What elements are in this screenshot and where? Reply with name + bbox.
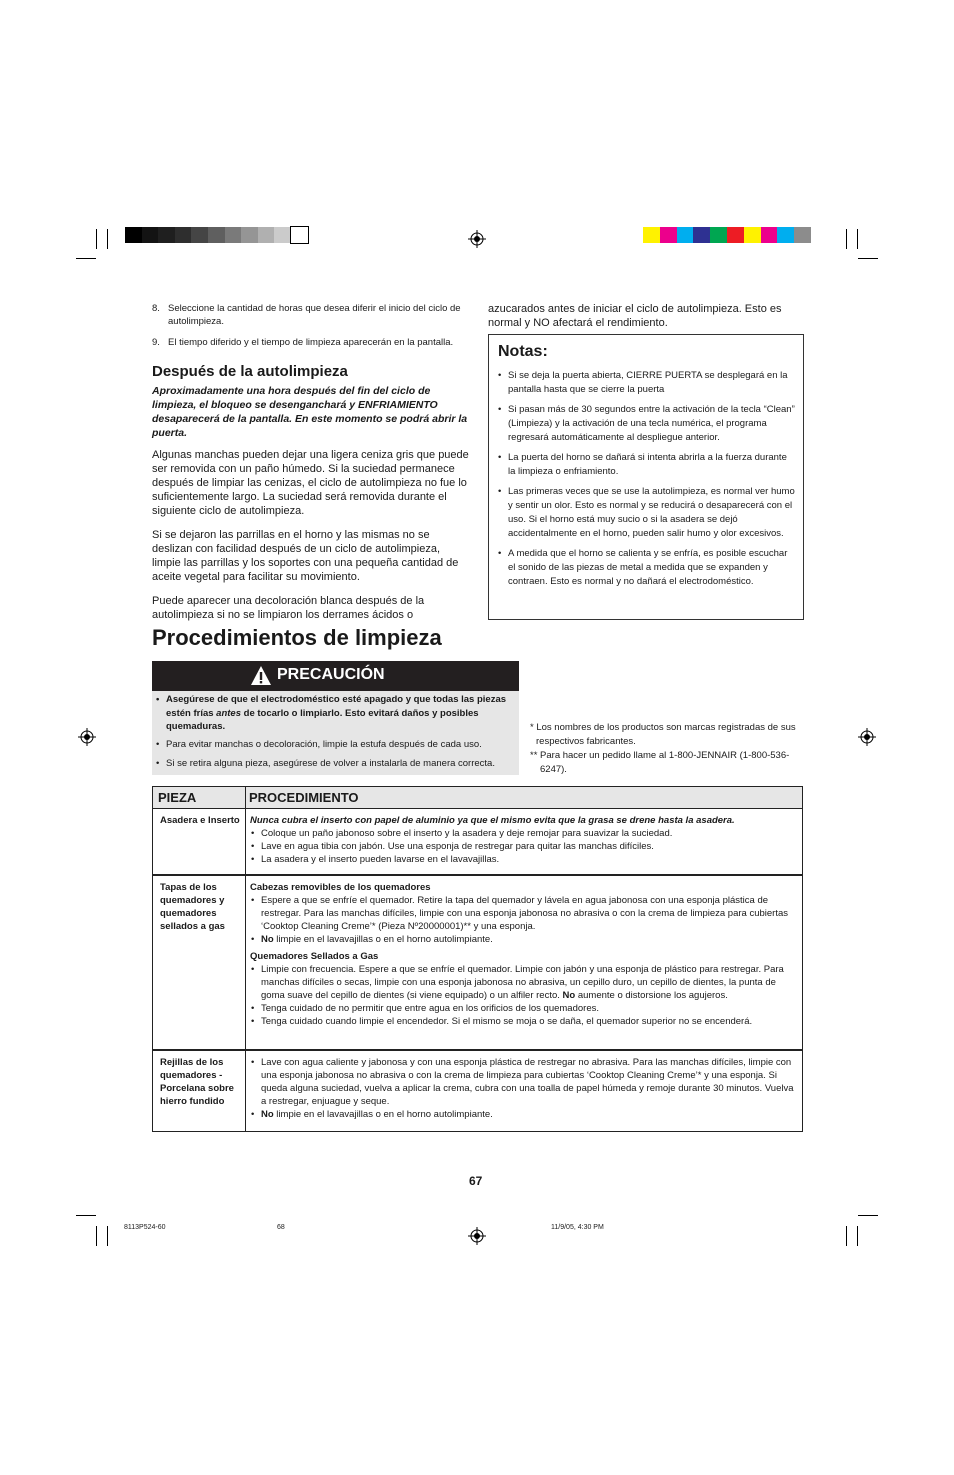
registration-target-icon	[78, 728, 96, 746]
list-item: • La puerta del horno se dañará si intenta abrirla a la fuerza durante la limpieza o enfriamiento.	[498, 451, 795, 479]
list-item	[152, 336, 470, 349]
list-item	[152, 302, 470, 328]
crop-mark	[96, 1226, 97, 1246]
color-swatch	[175, 227, 192, 243]
table-header	[153, 787, 802, 809]
footnotes	[530, 721, 805, 777]
crop-mark	[858, 258, 878, 259]
caution-body	[152, 691, 519, 775]
page-title: Procedimientos de limpieza	[152, 625, 442, 650]
subheading: Cabezas removibles de los quemadores	[250, 882, 431, 893]
list-item: • Tenga cuidado de no permitir que entre agua en los orificios de los quemadores.	[250, 1002, 798, 1015]
color-swatch	[744, 227, 761, 243]
color-swatch	[274, 227, 291, 243]
left-column	[152, 302, 470, 632]
color-swatch	[794, 227, 811, 243]
paragraph-continued: azucarados antes de iniciar el ciclo de autolimpieza. Esto es normal y NO afectará el rendimiento.	[488, 303, 782, 329]
list-item	[250, 933, 798, 946]
row-divider	[153, 1049, 802, 1051]
crop-mark	[858, 1215, 878, 1216]
color-swatch	[142, 227, 159, 243]
color-swatch	[125, 227, 142, 243]
color-swatch	[208, 227, 225, 243]
emphasis: No	[261, 934, 274, 945]
caution-text: Asegúrese de que el electrodoméstico esté apagado y que todas las piezas estén frías	[166, 694, 507, 719]
list-item: • Lave en agua tibia con jabón. Use una esponja de restregar para quitar las manchas difíciles.	[250, 840, 798, 853]
table-cell-procedure	[250, 814, 798, 866]
list-item: • Si se deja la puerta abierta, CIERRE PUERTA se desplegará en la pantalla hasta que se cierre la puerta	[498, 369, 795, 397]
table-cell-piece: Tapas de los quemadores y quemadores sellados a gas	[160, 882, 225, 932]
list-item: • Si se retira alguna pieza, asegúrese de volver a instalarla de manera correcta.	[152, 757, 519, 771]
notes-title: Notas:	[498, 343, 548, 360]
warning-triangle-icon	[250, 665, 272, 686]
footnote: ** Para hacer un pedido llame al 1-800-JENNAIR (1-800-536-6247).	[530, 750, 790, 775]
list-item: • Para evitar manchas o decoloración, limpie la estufa después de cada uso.	[152, 738, 519, 752]
crop-mark	[857, 1226, 858, 1246]
notes-box	[488, 334, 804, 620]
emphasis: No	[261, 1109, 274, 1120]
color-swatch	[677, 227, 694, 243]
footnote: * Los nombres de los productos son marcas registradas de sus respectivos fabricantes.	[530, 722, 796, 747]
table-cell-procedure	[250, 1056, 798, 1121]
item-text: limpie en el lavavajillas o en el horno autolimpiante.	[273, 934, 493, 945]
table-cell-procedure	[250, 881, 798, 1028]
registration-target-icon	[468, 230, 486, 248]
color-swatch	[761, 227, 778, 243]
list-item	[250, 1108, 798, 1121]
item-text: Limpie con frecuencia. Espere a que se enfríe el quemador. Limpie con jabón y una esponja de plástico para restregar. Para manchas difíciles o secas, limpie con una esponja jabonosa no abrasiva, un cepillo duro, un cepillo de dientes, la punta de goma suave del cepillo de dientes (si viene equipado) o un alfiler recto.	[261, 964, 784, 1001]
column-header: PROCEDIMIENTO	[249, 790, 359, 805]
color-swatch	[643, 227, 660, 243]
step-text: Seleccione la cantidad de horas que desea diferir el inicio del ciclo de autolimpieza.	[168, 303, 461, 327]
slug-page: 68	[277, 1224, 285, 1231]
color-swatch	[158, 227, 175, 243]
color-swatch	[710, 227, 727, 243]
paragraph: Algunas manchas pueden dejar una ligera ceniza gris que puede ser removida con un paño húmedo. Si la suciedad permanece después de limpiar las cenizas, el ciclo de autolimpieza no fue lo suficientemente largo. La suciedad será removida durante el siguiente ciclo de autolimpieza.	[152, 449, 469, 517]
color-swatch	[693, 227, 710, 243]
column-header: PIEZA	[158, 790, 197, 805]
caution-label: PRECAUCIÓN	[277, 666, 385, 683]
color-swatch	[727, 227, 744, 243]
notes-list	[489, 369, 803, 589]
list-item: • Lave con agua caliente y jabonosa y con una esponja plástica de restregar no abrasiva. Para las manchas difíciles, limpie con una esponja jabonosa no abrasiva o con la crema de limpieza para cubiertas ‘Cooktop Cleaning Creme’* y una esponja. Si queda alguna suciedad, vuelva a aplicar la crema, cubra con una toalla de papel húmeda y remoje durante 30 minutos. Vuelva a restregar, enjuague y seque.	[250, 1056, 798, 1108]
crop-mark	[857, 229, 858, 249]
color-swatch	[258, 227, 275, 243]
cleaning-table	[152, 786, 803, 1132]
crop-mark	[846, 229, 847, 249]
crop-mark	[76, 258, 96, 259]
registration-target-icon	[858, 728, 876, 746]
emphasis: No	[562, 990, 576, 1001]
slug-timestamp: 11/9/05, 4:30 PM	[551, 1224, 604, 1231]
color-swatch	[291, 227, 308, 243]
list-item: • La asadera y el inserto pueden lavarse en el lavavajillas.	[250, 853, 798, 866]
table-cell-piece: Rejillas de los quemadores - Porcelana sobre hierro fundido	[160, 1057, 234, 1107]
caution-header	[152, 661, 519, 691]
paragraph: Si se dejaron las parrillas en el horno y las mismas no se deslizan con facilidad después de un ciclo de autolimpieza, limpie las parrillas y los soportes con una pequeña cantidad de aceite vegetal para facilitar su movimiento.	[152, 529, 459, 583]
caution-text: de tocarlo o limpiarlo. Esto evitará daños y posibles quemaduras.	[166, 707, 479, 732]
slug-filename: 8113P524-60	[124, 1224, 166, 1231]
list-item: • Espere a que se enfríe el quemador. Retire la tapa del quemador y lávela en agua jabonosa con una esponja plástica de restregar. Para las manchas difíciles, limpie con una esponja jabonosa no abrasiva o con la crema de limpieza para cubiertas ‘Cooktop Cleaning Creme’* (Pieza Nº20000001)** y una esponja.	[250, 894, 798, 933]
list-item: • Coloque un paño jabonoso sobre el inserto y la asadera y deje remojar para suavizar la suciedad.	[250, 827, 798, 840]
caution-emphasis: antes	[216, 707, 241, 719]
table-cell-piece: Asadera e Inserto	[160, 815, 240, 826]
steps-list	[152, 302, 470, 349]
list-item	[152, 693, 519, 734]
step-text: El tiempo diferido y el tiempo de limpieza aparecerán en la pantalla.	[168, 337, 454, 348]
row-divider	[153, 874, 802, 876]
page-number: 67	[469, 1174, 483, 1188]
section-heading: Después de la autolimpieza	[152, 363, 348, 380]
color-swatch	[241, 227, 258, 243]
step-number: 9.	[152, 337, 160, 348]
list-item: • Si pasan más de 30 segundos entre la activación de la tecla “Clean” (Limpieza) y la activación de una tecla numérica, el programa regresará automáticamente al despliegue anterior.	[498, 403, 795, 445]
registration-target-icon	[468, 1227, 486, 1245]
crop-mark	[107, 229, 108, 249]
color-swatch	[191, 227, 208, 243]
item-text: limpie en el lavavajillas o en el horno autolimpiante.	[273, 1109, 493, 1120]
column-divider	[245, 787, 246, 1131]
crop-mark	[96, 229, 97, 249]
paragraph: Puede aparecer una decoloración blanca después de la autolimpieza si no se limpiaron los derrames ácidos o	[152, 595, 425, 621]
crop-mark	[76, 1215, 96, 1216]
intro-paragraph: Aproximadamente una hora después del fin del ciclo de limpieza, el bloqueo se desenganchará y ENFRIAMIENTO desaparecerá de la pantalla. En este momento se podrá abrir la puerta.	[152, 385, 468, 439]
list-item: • Las primeras veces que se use la autolimpieza, es normal ver humo y sentir un olor. Esto es normal y se reducirá o desaparecerá con el uso. Si el horno está muy sucio o si la asadera se dejó accidentalmente en el horno, pueden salir humo y olor excesivos.	[498, 485, 795, 541]
color-swatch	[777, 227, 794, 243]
step-number: 8.	[152, 303, 160, 314]
list-item: • Tenga cuidado cuando limpie el encendedor. Si el mismo se moja o se daña, el quemador superior no se encenderá.	[250, 1015, 798, 1028]
item-text: aumente o distorsione los agujeros.	[575, 990, 728, 1001]
warning-text: Nunca cubra el inserto con papel de aluminio ya que el mismo evita que la grasa se drene hasta la asadera.	[250, 815, 735, 826]
subheading: Quemadores Sellados a Gas	[250, 951, 379, 962]
color-swatch	[225, 227, 242, 243]
crop-mark	[846, 1226, 847, 1246]
color-swatch	[660, 227, 677, 243]
list-item: • A medida que el horno se calienta y se enfría, es posible escuchar el sonido de las piezas de metal a medida que se expanden y contraen. Esto es normal y no dañará el electrodoméstico.	[498, 547, 795, 589]
list-item	[250, 963, 798, 1002]
crop-mark	[107, 1226, 108, 1246]
